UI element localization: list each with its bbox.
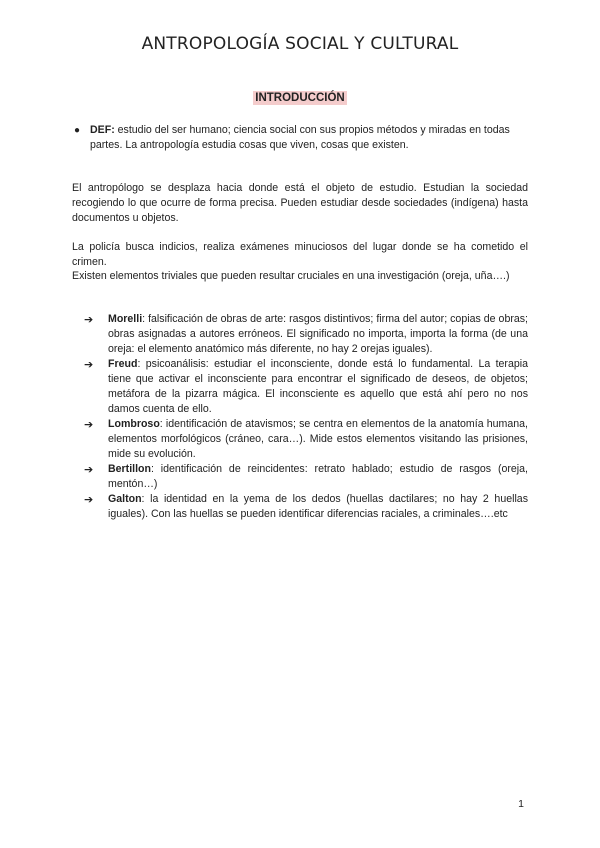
section-heading: INTRODUCCIÓN	[255, 92, 345, 104]
definition-bullet	[74, 123, 528, 153]
item-term: Galton	[108, 493, 142, 505]
item-text: : psicoanálisis: estudiar el inconsciente, donde está lo fundamental. La terapia tiene que activar el inconsciente para encontrar el significado de deseos, de objetos; metáfora de la pizarra mágica. El inconsciente es aquello que está ahí pero no nos damos cuenta de ello.	[108, 358, 528, 415]
item-text: : falsificación de obras de arte: rasgos distintivos; firma del autor; copias de obras; obras asignadas a autores erróneos. El significado no importa, importa la forma (de una oreja: el elemento anatómico más diferente, no hay 2 orejas iguales).	[108, 313, 528, 355]
arrow-list	[84, 312, 528, 522]
list-item-morelli	[84, 312, 528, 357]
arrow-right-icon: ➔	[84, 463, 94, 476]
paragraph-trivial-elements: Existen elementos triviales que pueden resultar cruciales en una investigación (oreja, uña….)	[72, 270, 510, 282]
arrow-right-icon: ➔	[84, 493, 94, 506]
paragraph-police: La policía busca indicios, realiza exámenes minuciosos del lugar donde se ha cometido el crimen.	[72, 241, 528, 268]
arrow-right-icon: ➔	[84, 418, 94, 431]
bullet-icon: ●	[74, 125, 81, 136]
definition-text: estudio del ser humano; ciencia social con sus propios métodos y miradas en todas partes. La antropología estudia cosas que viven, cosas que existen.	[90, 124, 510, 151]
paragraph-anthropologist: El antropólogo se desplaza hacia donde está el objeto de estudio. Estudian la sociedad recogiendo lo que ocurre de forma precisa. Pueden estudiar desde sociedades (indígena) hasta documentos u objetos.	[72, 182, 528, 224]
item-text: : la identidad en la yema de los dedos (huellas dactilares; no hay 2 huellas iguales). Con las huellas se pueden identificar diferencias raciales, a criminales….etc	[108, 493, 528, 520]
arrow-right-icon: ➔	[84, 313, 94, 326]
item-text: : identificación de reincidentes: retrato hablado; estudio de rasgos (oreja, mentón…)	[108, 463, 528, 490]
list-item-lombroso	[84, 417, 528, 462]
list-item-galton	[84, 492, 528, 522]
section-heading-container	[0, 88, 600, 106]
arrow-right-icon: ➔	[84, 358, 94, 371]
item-text: : identificación de atavismos; se centra en elementos de la anatomía humana, elementos morfológicos (cráneo, cara…). Mide estos elementos visitando las prisiones, mide su evolución.	[108, 418, 528, 460]
list-item-freud	[84, 357, 528, 417]
definition-term: DEF:	[90, 124, 115, 136]
page-number: 1	[518, 798, 524, 810]
item-term: Morelli	[108, 313, 143, 325]
page-title: ANTROPOLOGÍA SOCIAL Y CULTURAL	[141, 34, 459, 54]
item-term: Lombroso	[108, 418, 160, 430]
list-item-bertillon	[84, 462, 528, 492]
item-term: Freud	[108, 358, 138, 370]
item-term: Bertillon	[108, 463, 151, 475]
